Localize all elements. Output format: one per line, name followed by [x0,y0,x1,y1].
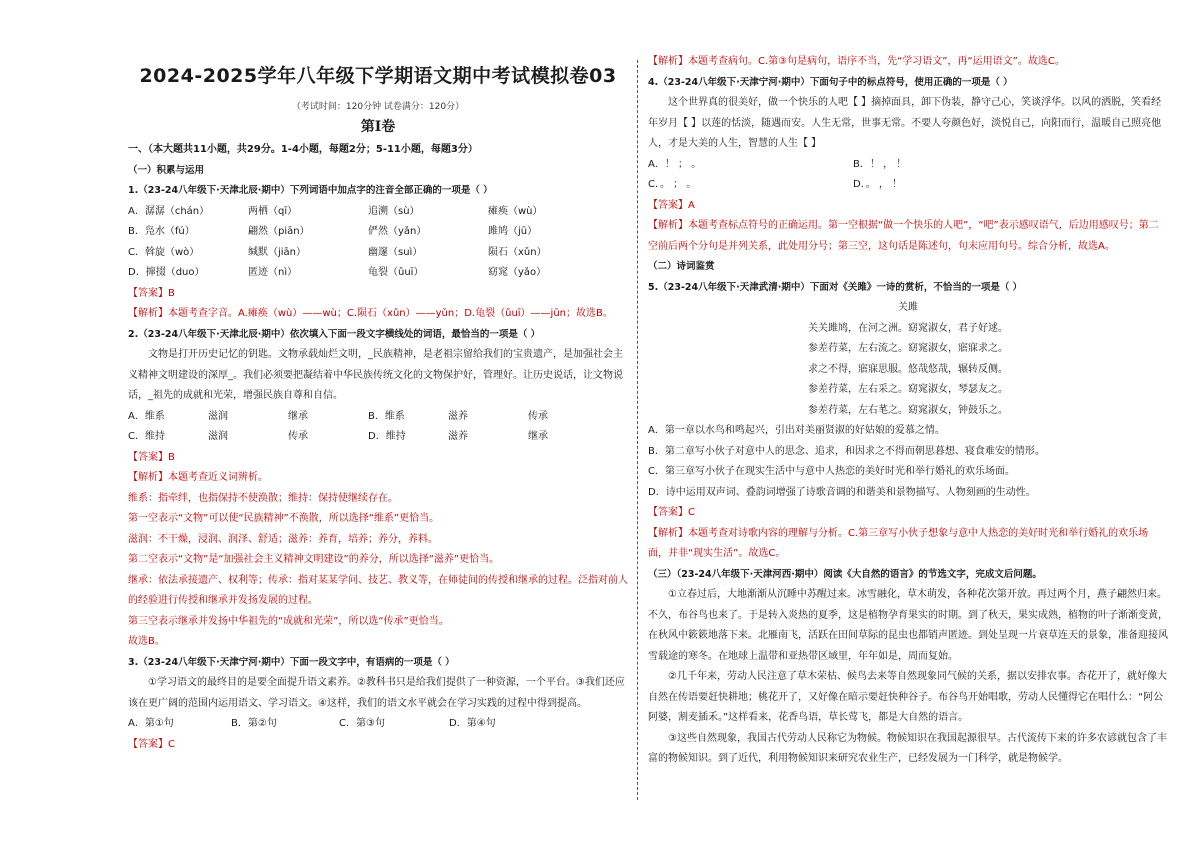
option-cell: A．第①句 [128,718,174,729]
option-cell: B．！ ， ！ [853,158,907,170]
question-5-analysis: 【解析】本题考查对诗歌内容的理解与分析。C.第三章写小伙子想象与意中人热恋的美好时光和举行婚礼的欢乐场面，并非“现实生活”。故选C。 [648,527,1149,559]
question-2-analysis-line: 故选B。 [128,636,165,647]
question-1-options [128,202,628,284]
question-4-passage: 这个世界真的很美好，做一个快乐的人吧【 】摘掉面具，卸下伪装，静守己心，笑谈浮华。以风的洒脱，笑看经年岁月【 】以莲的恬淡，随遇而安。人生无常，世事无常。不要人夸颜色好，淡悦自己，向阳而行，温暖自己照亮他人，才是大美的人生，智慧的人生【 】 [648,97,1162,149]
question-3-stem: 3.（23-24八年级下·天津宁河·期中）下面一段文字中，有语病的一项是（ ） [128,656,455,668]
question-5-answer: 【答案】C [648,507,695,518]
option-cell: 滋润 [208,431,228,442]
question-2-analysis-line: 第三空表示继承并发扬中华祖先的“成就和光荣”，所以选“传承”更恰当。 [128,615,449,627]
option-cell: D．。 ， ！ [853,179,903,190]
poem-line: 参差荇菜，左右采之。窈窕淑女，琴瑟友之。 [808,384,1008,395]
option-cell: D．撺掇（duo） [128,267,205,278]
option-cell: 滋养 [448,410,468,422]
option-cell: D．维持 [368,431,406,442]
option-cell: 陨石（xǔn） [488,246,547,258]
option-cell: 传承 [528,410,548,422]
question-1-answer: 【答案】B [128,287,175,299]
option-line: B．第二章写小伙子对意中人的思念、追求，和因求之不得而朝思暮想、寝食难安的情形。 [648,445,1045,457]
option-cell: 幽邃（suì） [368,246,423,258]
question-3-answer: 【答案】C [128,738,175,750]
option-cell: B．维系 [368,410,405,422]
option-cell: C．。 ； 。 [648,179,697,190]
option-cell: A．潺潺（chán） [128,205,210,217]
option-cell: B．第②句 [231,718,277,729]
option-cell: 缄默（jiān） [248,246,307,258]
part-heading: （一）积累与运用 [128,164,205,176]
question-1-stem: 1.（23-24八年级下·天津北辰·期中）下列词语中加点字的注音全部正确的一项是（ ） [128,185,493,196]
option-cell: 窈窕（yǎo） [488,267,547,278]
option-cell: 继承 [528,431,548,442]
question-4-analysis: 【解析】本题考查标点符号的正确运用。第一空根据“做一个快乐的人吧”，“吧”表示感叹语气，后边用感叹号；第二空前后两个分句是并列关系，此处用分号；第三空，这句话是陈述句，句末应用句号。综合分析，故选A。 [648,220,1159,252]
document-title: 2024-2025学年八年级下学期语文期中考试模拟卷03 [139,65,617,87]
option-line: A．第一章以水鸟和鸣起兴，引出对美丽贤淑的好姑娘的爱慕之情。 [648,425,945,436]
right-column [648,52,1168,770]
question-1-analysis: 【解析】本题考查字音。A.瘫痪（wù）——wù；C.陨石（xǔn）——yǔn；D.龟裂（ǔuī）——jūn；故选B。 [128,308,613,319]
question-2-stem: 2.（23-24八年级下·天津北辰·期中）依次填入下面一段文字横线处的词语，最恰当的一项是（ ） [128,328,541,340]
poem-title: 关雎 [898,302,918,313]
option-cell: C．维持 [128,431,165,442]
option-cell: A．！ ； 。 [648,158,702,170]
option-cell: C．斡旋（wò） [128,246,200,258]
left-column [128,62,628,755]
option-cell: 传承 [288,431,308,442]
question-3-options [128,714,628,735]
column-divider [637,60,638,800]
reading-paragraph: ②几千年来，劳动人民注意了草木荣枯、候鸟去来等自然现象同气候的关系，据以安排农事。杏花开了，就好像大自然在传语要赶快耕地；桃花开了，又好像在暗示要赶快种谷子。布谷鸟开始唱歌，劳动人民懂得它在唱什么：“阿公阿婆，割麦插禾。”这样看来，花香鸟语，草长莺飞，都是大自然的语言。 [648,671,1167,723]
option-cell: 雎鸠（jū） [488,226,538,237]
reading-paragraph: ①立春过后，大地渐渐从沉睡中苏醒过来。冰雪融化，草木萌发，各种花次第开放。再过两个月，燕子翩然归来。不久，布谷鸟也来了。于是转入炎热的夏季，这是植物孕育果实的时期。到了秋天，果实成熟，植物的叶子渐渐变黄，在秋风中簌簌地落下来。北雁南飞，活跃在田间草际的昆虫也都销声匿迹。到处呈现一片衰草连天的景象，准备迎接风雪载途的寒冬。在地球上温带和亚热带区域里，年年如是，周而复始。 [648,589,1168,662]
question-3-analysis: 【解析】本题考查病句。C.第③句是病句，语序不当，先“学习语文”，再“运用语文”。故选C。 [648,56,1065,67]
option-cell: 继承 [288,410,308,422]
option-cell: 翩然（piān） [248,226,310,237]
question-2-passage: 文物是打开历史记忆的钥匙。文物承载灿烂文明，_民族精神，是老祖宗留给我们的宝贵遗产，是加强社会主义精神文明建设的深厚_。我们必须要把凝结着中华民族传统文化的文物保护好，管理好。让历史说话，让文物说话，_祖先的成就和光荣，增强民族自尊和自信。 [128,349,623,401]
poem-line: 参差荇菜，左右芼之。窈窕淑女，钟鼓乐之。 [808,404,1008,416]
question-2-analysis-line: 第一空表示“文物”可以使“民族精神”不涣散，所以选择“维系”更恰当。 [128,513,440,524]
option-cell: 滋养 [448,431,468,442]
question-4-answer: 【答案】A [648,199,695,211]
poem-line: 参差荇菜，左右流之。窈窕淑女，寤寐求之。 [808,343,1008,354]
question-3-passage: ①学习语文的最终目的是要全面提升语文素养。②教科书只是给我们提供了一种资源，一个平台。③我们还应该在更广阔的范围内运用语文、学习语文。④这样，我们的语文水平就会在学习实践的过程中得到提高。 [128,677,625,709]
option-cell: 俨然（yǎn） [368,226,427,237]
option-cell: 滋润 [208,410,228,422]
option-cell: C．第③句 [339,718,385,729]
option-cell: B．凫水（fú） [128,226,195,237]
section-heading: 一、（本大题共11小题，共29分。1-4小题，每题2分；5-11小题，每题3分） [128,144,478,155]
option-cell: 瘫痪（wù） [488,205,543,217]
option-line: D．诗中运用双声词、叠韵词增强了诗歌音调的和谐美和景物描写、人物刻画的生动性。 [648,486,1036,498]
question-5-stem: 5.（23-24八年级下·天津武清·期中）下面对《关雎》一诗的赏析，不恰当的一项是（ ） [648,281,1023,293]
question-4-options [648,155,1168,196]
option-cell: 追溯（sù） [368,205,420,217]
question-2-options [128,407,628,448]
option-line: C．第三章写小伙子在现实生活中与意中人热恋的美好时光和举行婚礼的欢乐场面。 [648,466,1015,477]
option-cell: A．维系 [128,410,165,422]
reading-heading: （三）（23-24八年级下·天津河西·期中）阅读《大自然的语言》的节选文字，完成文后问题。 [648,568,1042,580]
question-2-analysis-line: 继承：依法承接遗产、权利等；传承：指对某某学问、技艺、教义等，在师徒间的传授和继承的过程。泛指对前人的经验进行传授和继承并发扬发展的过程。 [128,574,628,606]
option-cell: 龟裂（ǔuī） [368,267,424,278]
question-2-analysis-line: 维系：指牵绊，也指保持不使涣散；维持：保持使继续存在。 [128,492,398,504]
option-cell: 匿迹（nì） [248,267,298,278]
exam-info: （考试时间：120分钟 试卷满分：120分） [291,102,465,112]
question-4-stem: 4.（23-24八年级下·天津宁河·期中）下面句子中的标点符号，使用正确的一项是（ ） [648,76,1013,88]
volume-heading: 第Ⅰ卷 [360,119,396,135]
question-2-analysis-line: 第二空表示“文物”是“加强社会主义精神文明建设”的养分，所以选择“滋养”更恰当。 [128,554,500,565]
question-2-analysis-line: 滋润：不干燥，浸润、润泽、舒适；滋养：养育，培养；养分，养料。 [128,533,438,545]
question-2-answer: 【答案】B [128,451,175,463]
option-cell: 两栖（qī） [248,205,298,217]
poem-line: 求之不得，寤寐思服。悠哉悠哉，辗转反侧。 [808,363,1008,375]
part-heading: （二）诗词鉴赏 [648,261,715,272]
poem-line: 关关雎鸠，在河之洲。窈窕淑女，君子好逑。 [808,322,1008,334]
reading-paragraph: ③这些自然现象，我国古代劳动人民称它为物候。物候知识在我国起源很早。古代流传下来的许多农谚就包含了丰富的物候知识。到了近代，利用物候知识来研究农业生产，已经发展为一门科学，就是物候学。 [648,732,1167,764]
option-cell: D．第④句 [449,718,496,729]
question-2-analysis-line: 【解析】本题考查近义词辨析。 [128,472,268,483]
